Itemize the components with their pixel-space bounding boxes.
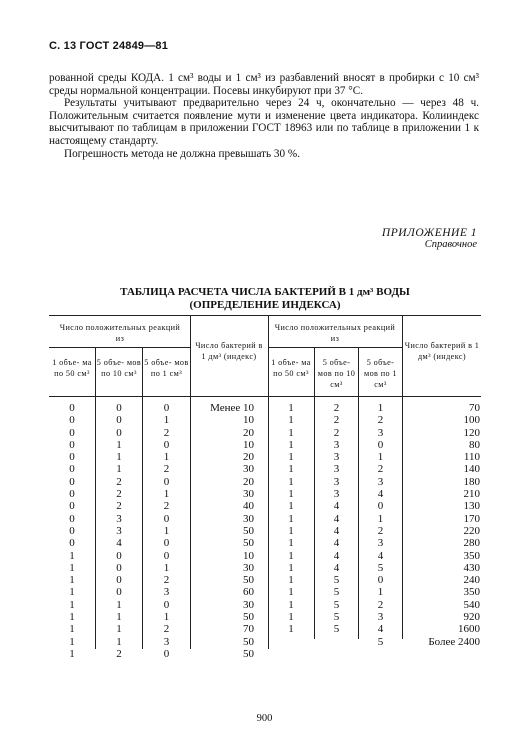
- table-cell: 0: [163, 537, 170, 550]
- table-cell: 220: [463, 524, 480, 537]
- table-cell: 40: [243, 500, 254, 513]
- table-cell: 1: [377, 512, 384, 525]
- table-cell: 0: [116, 561, 122, 574]
- paragraph-2: Результаты учитывают предварительно через 24 ч, окончательно — через 48 ч. Положительным считается появление мути и изменение цвета индикатора. Колииндекс высчитывают по таблицам в приложении ГОСТ 18963 или по таблице в приложении 1 к настоящему стандарту.: [49, 97, 479, 147]
- table-cell: 2: [163, 623, 170, 636]
- table-cell: 1: [116, 463, 122, 476]
- table-cell: 1: [288, 451, 294, 464]
- table-cell: 1: [288, 438, 294, 451]
- right-group-rule: [268, 347, 402, 348]
- table-cell: 10: [243, 438, 254, 451]
- paragraph-1: рованной среды КОДА. 1 см³ воды и 1 см³ из разбавлений вносят в пробирки с 10 см³ среды нормальной концентрации. Посевы инкубируют при 37 °С.: [49, 72, 479, 97]
- right-sub-header-3: 5 объе- мов по 1 см³: [363, 358, 397, 389]
- table-cell: Менее 10: [210, 402, 254, 414]
- table-cell: 20: [243, 426, 254, 439]
- table-cell: 1: [288, 537, 294, 550]
- table-cell: 0: [69, 475, 75, 488]
- table-cell: 10: [243, 549, 254, 562]
- left-count-header: Число бактерий в 1 дм³ (индекс): [195, 341, 263, 361]
- table-cell: 1: [69, 561, 75, 574]
- table-cell: 1: [288, 549, 294, 562]
- table-cell: 3: [377, 426, 384, 439]
- table-cell: 1: [288, 586, 294, 599]
- table-cell: 4: [377, 549, 384, 562]
- table-cell: 50: [243, 537, 254, 550]
- table-cell: 0: [69, 414, 75, 427]
- right-count-header: Число бактерий в 1 дм³ (индекс): [404, 341, 480, 361]
- table-cell: 1600: [458, 623, 480, 636]
- table-cell: 2: [377, 598, 384, 611]
- table-cell: 0: [163, 647, 170, 660]
- table-title-line2: (ОПРЕДЕЛЕНИЕ ИНДЕКСА): [189, 299, 341, 311]
- table-cell: 1: [163, 414, 170, 427]
- table-cell: 2: [333, 426, 340, 439]
- table-cell: 100: [463, 414, 480, 427]
- table-cell: 130: [463, 500, 480, 513]
- table-cell: 0: [377, 574, 384, 587]
- table-cell: 3: [377, 475, 384, 488]
- table-cell: 0: [69, 451, 75, 464]
- table-cell: 2: [163, 574, 170, 587]
- table-cell: 1: [116, 598, 122, 611]
- table-title: [49, 286, 481, 312]
- table-cell: 1: [377, 451, 384, 464]
- table-cell: 540: [463, 598, 480, 611]
- table-cell: 3: [163, 635, 170, 648]
- right-col-1cm3: [359, 402, 402, 648]
- left-col-50cm3: [49, 402, 95, 660]
- right-sub-header-2: 5 объе- мов по 10 см³: [317, 358, 356, 389]
- table-cell: 30: [243, 598, 254, 611]
- table-cell: 1: [69, 635, 75, 648]
- table-cell: 20: [243, 451, 254, 464]
- table-cell: 5: [377, 635, 384, 648]
- left-col-10cm3: [96, 402, 142, 660]
- table-cell: 3: [377, 611, 384, 624]
- table-cell: 1: [116, 438, 122, 451]
- appendix-subtitle: Справочное: [424, 239, 477, 250]
- table-cell: 1: [288, 524, 294, 537]
- table-cell: 0: [163, 475, 170, 488]
- table-cell: 0: [116, 414, 122, 427]
- right-sub-header-1: 1 объе- ма по 50 см³: [271, 358, 311, 378]
- table-cell: 1: [69, 647, 75, 660]
- body-text: [49, 72, 479, 160]
- table-cell: 50: [243, 611, 254, 624]
- table-cell: 3: [333, 451, 340, 464]
- table-cell: 1: [288, 512, 294, 525]
- table-cell: 1: [163, 561, 170, 574]
- table-cell: 0: [69, 488, 75, 501]
- table-cell: 1: [69, 574, 75, 587]
- table-cell: 1: [288, 463, 294, 476]
- table-cell: Более 2400: [428, 635, 480, 648]
- table-cell: 1: [163, 524, 170, 537]
- table-cell: 2: [377, 463, 384, 476]
- table-cell: 4: [333, 561, 340, 574]
- table-cell: 2: [377, 414, 384, 427]
- table-cell: 30: [243, 463, 254, 476]
- table-cell: 0: [163, 598, 170, 611]
- table-cell: 0: [69, 524, 75, 537]
- table-cell: 1: [163, 488, 170, 501]
- table-cell: 50: [243, 524, 254, 537]
- table-cell: 50: [243, 574, 254, 587]
- table-cell: 4: [333, 537, 340, 550]
- table-cell: 0: [116, 549, 122, 562]
- table-cell: 0: [116, 574, 122, 587]
- table-cell: 2: [116, 488, 122, 501]
- table-cell: 3: [333, 463, 340, 476]
- table-cell: 5: [377, 561, 384, 574]
- header-bottom-rule: [49, 396, 481, 397]
- table-cell: 0: [69, 500, 75, 513]
- table-cell: 1: [116, 635, 122, 648]
- table-cell: 180: [463, 475, 480, 488]
- table-cell: 0: [69, 426, 75, 439]
- table-cell: 920: [463, 611, 480, 624]
- right-group-header: Число положительных реакций из: [274, 323, 396, 343]
- table-cell: 4: [116, 537, 122, 550]
- table-cell: 140: [463, 463, 480, 476]
- right-col-index: [403, 402, 480, 648]
- table-cell: 2: [163, 500, 170, 513]
- table-cell: 120: [463, 426, 480, 439]
- table-cell: 1: [116, 623, 122, 636]
- table-cell: 20: [243, 475, 254, 488]
- table-cell: 3: [163, 586, 170, 599]
- table-cell: 2: [116, 500, 122, 513]
- table-cell: 3: [116, 524, 122, 537]
- right-col-50cm3: [268, 402, 314, 636]
- left-sub-header-3: 5 объе- мов по 1 см³: [144, 358, 189, 378]
- table-cell: 4: [333, 524, 340, 537]
- table-cell: 0: [163, 549, 170, 562]
- table-cell: 0: [116, 402, 122, 414]
- table-cell: 4: [333, 500, 340, 513]
- paragraph-3: Погрешность метода не должна превышать 30 %.: [64, 147, 301, 160]
- table-cell: 1: [288, 500, 294, 513]
- appendix-label: [382, 227, 477, 250]
- table-cell: 280: [463, 537, 480, 550]
- table-cell: 1: [69, 586, 75, 599]
- table-cell: 2: [333, 414, 340, 427]
- table-cell: 70: [243, 623, 254, 636]
- table-cell: 1: [69, 623, 75, 636]
- table-cell: 3: [377, 537, 384, 550]
- table-cell: 170: [463, 512, 480, 525]
- table-cell: 50: [243, 635, 254, 648]
- table-cell: 30: [243, 512, 254, 525]
- right-col-10cm3: [315, 402, 358, 636]
- table-cell: 1: [288, 426, 294, 439]
- table-cell: 5: [333, 586, 340, 599]
- table-cell: 3: [333, 488, 340, 501]
- left-sub-header-1: 1 объе- ма по 50 см³: [52, 358, 92, 378]
- left-col-1cm3: [143, 402, 190, 660]
- table-cell: 1: [377, 586, 384, 599]
- table-cell: 2: [163, 426, 170, 439]
- page-number: 900: [256, 713, 273, 724]
- table-cell: 60: [243, 586, 254, 599]
- table-cell: 1: [288, 598, 294, 611]
- table-cell: 1: [69, 611, 75, 624]
- table-cell: 1: [288, 488, 294, 501]
- table-cell: 0: [116, 586, 122, 599]
- table-cell: 3: [333, 438, 340, 451]
- table-title-line1: ТАБЛИЦА РАСЧЕТА ЧИСЛА БАКТЕРИЙ В 1 дм³ ВОДЫ: [120, 286, 410, 298]
- table-cell: 0: [377, 438, 384, 451]
- table-cell: 2: [163, 463, 170, 476]
- table-cell: 0: [163, 438, 170, 451]
- table-cell: 4: [377, 488, 384, 501]
- table-cell: 4: [333, 512, 340, 525]
- table-cell: 1: [163, 611, 170, 624]
- table-cell: 0: [163, 512, 170, 525]
- page-header: С. 13 ГОСТ 24849—81: [49, 40, 169, 52]
- table-cell: 0: [163, 402, 170, 414]
- table-cell: 4: [377, 623, 384, 636]
- table-cell: 1: [116, 611, 122, 624]
- table-cell: 210: [463, 488, 480, 501]
- table-cell: 430: [463, 561, 480, 574]
- appendix-title: ПРИЛОЖЕНИЕ 1: [381, 227, 477, 239]
- table-cell: 1: [288, 475, 294, 488]
- table-cell: 2: [116, 475, 122, 488]
- table-cell: 350: [463, 586, 480, 599]
- table-cell: 110: [463, 451, 480, 464]
- table-cell: 70: [469, 402, 480, 414]
- table-cell: 1: [377, 402, 384, 414]
- table-cell: 1: [288, 414, 294, 427]
- table-cell: 1: [288, 611, 294, 624]
- left-group-header: Число положительных реакций из: [59, 323, 181, 343]
- table-cell: 1: [288, 623, 294, 636]
- table-cell: 0: [69, 512, 75, 525]
- table-cell: 0: [69, 537, 75, 550]
- table-cell: 80: [469, 438, 480, 451]
- table-cell: 240: [463, 574, 480, 587]
- table-cell: 1: [69, 598, 75, 611]
- table-cell: 30: [243, 561, 254, 574]
- table-cell: 4: [333, 549, 340, 562]
- table-cell: 3: [333, 475, 340, 488]
- table-cell: 5: [333, 598, 340, 611]
- table-cell: 0: [69, 402, 75, 414]
- table-cell: 1: [288, 574, 294, 587]
- table-cell: 5: [333, 611, 340, 624]
- table-cell: 2: [377, 524, 384, 537]
- table-cell: 0: [116, 426, 122, 439]
- table-cell: 1: [163, 451, 170, 464]
- table-cell: 0: [69, 438, 75, 451]
- table-cell: 2: [333, 402, 340, 414]
- table-cell: 5: [333, 623, 340, 636]
- table-cell: 0: [377, 500, 384, 513]
- table-cell: 1: [288, 402, 294, 414]
- table-cell: 0: [69, 463, 75, 476]
- table-cell: 30: [243, 488, 254, 501]
- table-cell: 1: [69, 549, 75, 562]
- left-group-rule: [49, 347, 190, 348]
- table-cell: 350: [463, 549, 480, 562]
- table-cell: 3: [116, 512, 122, 525]
- table-cell: 1: [288, 561, 294, 574]
- table-cell: 2: [116, 647, 122, 660]
- table-cell: 50: [243, 647, 254, 660]
- table-cell: 10: [243, 414, 254, 427]
- left-col-index: [191, 402, 254, 660]
- table-cell: 1: [116, 451, 122, 464]
- table-top-rule: [49, 315, 481, 316]
- table-cell: 5: [333, 574, 340, 587]
- left-sub-header-2: 5 объе- мов по 10 см³: [96, 358, 142, 378]
